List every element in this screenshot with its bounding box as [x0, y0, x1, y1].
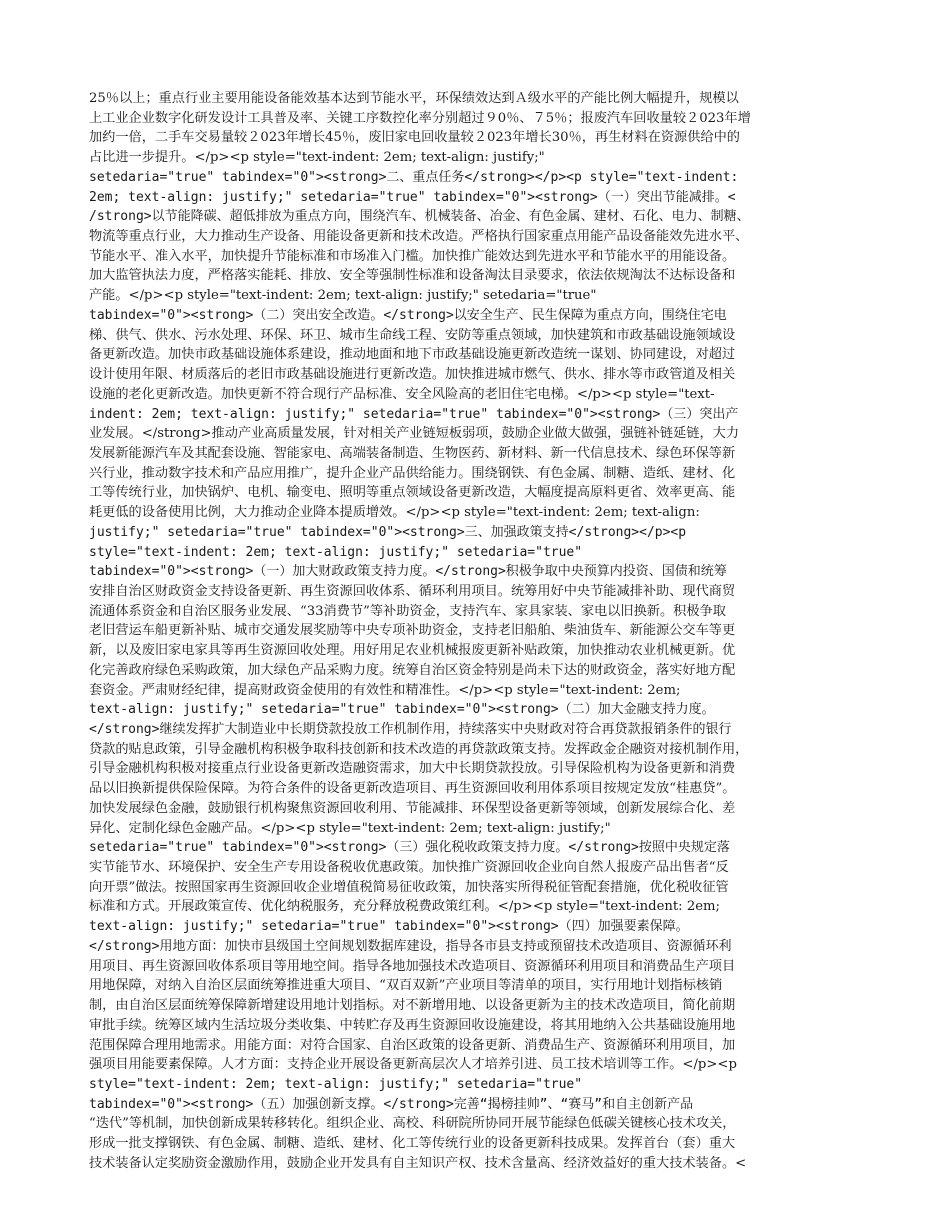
text-line: 加大监管执法力度，严格落实能耗、排放、安全等强制性标准和设备淘汰目录要求，依法依规淘汰不达标设备和 [89, 268, 736, 284]
text-line: 制，由自治区层面统筹保障新增建设用地计划指标。对不新增用地、以设备更新为主的技术改造项目，简化前期 [89, 998, 736, 1014]
text-line: 安排自治区财政资金支持设备更新、再生资源回收体系、循环利用项目。统筹用好中央节能减排补助、现代商贸 [89, 583, 736, 599]
text-line: 标准和方式。开展政策宣传、优化纳税服务，充分释放税费政策红利。</p><p style="text-indent: 2em; [89, 899, 720, 915]
text-line: 产能。</p><p style="text-indent: 2em; text-align: justify;" setedaria="true" [89, 288, 597, 304]
text-line: style="text-indent: 2em; text-align: justify;" setedaria="true" [89, 1076, 583, 1092]
text-line: 加约一倍，二手车交易量较２023年增长45％，废旧家电回收量较２023年增长30％，再生材料在资源供给中的 [89, 130, 740, 146]
text-line: 25％以上；重点行业主要用能设备能效基本达到节能水平，环保绩效达到Ａ级水平的产能比例大幅提升，规模以 [89, 91, 739, 106]
text-line: 实节能节水、环境保护、安全生产专用设备税收优惠政策。加快推广资源回收企业向自然人报废产品出售者“反 [89, 860, 729, 876]
text-line: 梯、供气、供水、污水处理、环保、环卫、城市生命线工程、安防等重点领域，加快建筑和市政基础设施领域设 [89, 327, 736, 343]
text-line: tabindex="0"><strong>（二）突出安全改造。</strong>以安全生产、民生保障为重点方向，围绕住宅电 [89, 307, 727, 323]
text-line: 范围保障合理用地需求。用能方面：对符合国家、自治区政策的设备更新、消费品生产、资源循环利用项目，加 [89, 1037, 736, 1053]
text-line: 强项目用能要素保障。人才方面：支持企业开展设备更新高层次人才培养引进、员工技术培训等工作。</p><p [89, 1057, 737, 1073]
text-line: 化完善政府绿色采购政策，加大绿色产品采购力度。统筹自治区资金特别是尚未下达的财政资金，落实好地方配 [89, 662, 736, 678]
text-line: setedaria="true" tabindex="0"><strong>二、重点任务</strong></p><p style="text-indent: [89, 169, 739, 185]
text-line: justify;" setedaria="true" tabindex="0"><strong>三、加强政策支持</strong></p><p [89, 524, 687, 540]
text-line: </strong>用地方面：加快市县级国土空间规划数据库建设，指导各市县支持或预留技术改造项目、资源循环利 [89, 938, 732, 954]
text-line: 节能水平、准入水平，加快提升节能标准和市场准入门槛。加快推广能效达到先进水平和节能水平的用能设备。 [89, 248, 736, 264]
text-line: 加快发展绿色金融，鼓励银行机构聚焦资源回收利用、节能减排、环保型设备更新等领域，创新发展综合化、差 [89, 800, 736, 816]
text-line: 套资金。严肃财经纪律，提高财政资金使用的有效性和精准性。</p><p style="text-indent: 2em; [89, 682, 681, 698]
text-line: 异化、定制化绿色金融产品。</p><p style="text-indent: 2em; text-align: justify;" [89, 820, 611, 836]
text-line: 工等传统行业，加快锅炉、电机、输变电、照明等重点领域设备更新改造，大幅度提高原料更省、效率更高、能 [89, 485, 736, 501]
text-line: 引导金融机构积极对接重点行业设备更新改造融资需求，加大中长期贷款投放。引导保险机构为设备更新和消费 [89, 761, 736, 777]
text-line: tabindex="0"><strong>（五）加强创新支撑。</strong>完善“揭榜挂帅”、“赛马”和自主创新产品 [89, 1096, 694, 1112]
text-line: 流通体系资金和自治区服务业发展、“33消费节”等补助资金，支持汽车、家具家装、家电以旧换新。积极争取 [89, 603, 726, 619]
text-line: 老旧营运车船更新补贴、城市交通发展奖励等中央专项补助资金，支持老旧船舶、柴油货车、新能源公交车等更 [89, 623, 736, 639]
text-line: 物流等重点行业，大力推动生产设备、用能设备更新和技术改造。严格执行国家重点用能产品设备能效先进水平、 [89, 229, 749, 245]
text-line: 用项目、再生资源回收体系项目等用地空间。指导各地加强技术改造项目、资源循环利用项目和消费品生产项目 [89, 958, 736, 974]
text-line: 兴行业，推动数字技术和产品应用推广，提升企业产品供给能力。围绕钢铁、有色金属、制糖、造纸、建材、化 [89, 465, 736, 481]
text-line: 设计使用年限、材质落后的老旧市政基础设施进行更新改造。加快推进城市燃气、供水、排水等市政管道及相关 [89, 367, 736, 383]
text-line: 占比进一步提升。</p><p style="text-indent: 2em; text-align: justify;" [89, 150, 545, 166]
text-line: 耗更低的设备使用比例，大力推动企业降本提质增效。</p><p style="text-indent: 2em; text-align: [89, 505, 700, 521]
text-line: 业发展。</strong>推动产业高质量发展，针对相关产业链短板弱项，鼓励企业做大做强，强链补链延链，大力 [89, 426, 740, 442]
text-line: setedaria="true" tabindex="0"><strong>（三）强化税收政策支持力度。</strong>按照中央规定落 [89, 840, 730, 856]
text-line: text-align: justify;" setedaria="true" tabindex="0"><strong>（四）加强要素保障。 [89, 919, 689, 935]
text-line: tabindex="0"><strong>（一）加大财政政策支持力度。</strong>积极争取中央预算内投资、国债和统筹 [89, 564, 727, 580]
text-line: “迭代”等机制，加快创新成果转移转化。组织企业、高校、科研院所协同开展节能绿色低碳关键核心技术攻关， [89, 1116, 736, 1132]
text-line: 品以旧换新提供保险保障。为符合条件的设备更新改造项目、再生资源回收利用体系项目按规定发放“桂惠贷”。 [89, 781, 736, 797]
text-line: 形成一批支撑钢铁、有色金属、制糖、造纸、建材、化工等传统行业的设备更新科技成果。发挥首台（套）重大 [89, 1136, 736, 1152]
text-line: 上工业企业数字化研发设计工具普及率、关键工序数控化率分别超过９0％、７5％；报废汽车回收量较２023年增 [89, 110, 751, 126]
text-line: 2em; text-align: justify;" setedaria="true" tabindex="0"><strong>（一）突出节能减排。< [89, 189, 736, 205]
text-line: 用地保障，对纳入自治区层面统筹推进重大项目、“双百双新”产业项目等清单的项目，实行用地计划指标核销 [89, 978, 723, 994]
text-line: style="text-indent: 2em; text-align: justify;" setedaria="true" [89, 544, 583, 560]
text-line: 备更新改造。加快市政基础设施体系建设，推动地面和地下市政基础设施更新改造统一谋划、协同建设，对超过 [89, 347, 736, 363]
text-line: 新，以及废旧家电家具等再生资源回收处理。用好用足农业机械报废更新补贴政策，加快推动农业机械更新。优 [89, 643, 736, 659]
text-line: 设施的老化更新改造。加快更新不符合现行产品标准、安全风险高的老旧住宅电梯。</p><p style="text- [89, 386, 715, 402]
text-line: </strong>继续发挥扩大制造业中长期贷款投放工作机制作用，持续落实中央财政对符合再贷款报销条件的银行 [89, 722, 732, 737]
text-line: text-align: justify;" setedaria="true" tabindex="0"><strong>（二）加大金融支持力度。 [89, 702, 715, 718]
text-line: 向开票”做法。按照国家再生资源回收企业增值税简易征收政策，加快落实所得税征管配套措施，优化税收征管 [89, 879, 729, 895]
text-line: 发展新能源汽车及其配套设施、智能家电、高端装备制造、生物医药、新材料、新一代信息技术、绿色环保等新 [89, 445, 736, 461]
text-line: /strong>以节能降碳、超低排放为重点方向，围绕汽车、机械装备、冶金、有色金属、建材、石化、电力、制糖、 [89, 209, 750, 225]
text-line: indent: 2em; text-align: justify;" setedaria="true" tabindex="0"><strong>（三）突出产 [89, 406, 739, 422]
document-body [89, 89, 861, 1174]
text-line: 审批手续。统筹区域内生活垃圾分类收集、中转贮存及再生资源回收设施建设，将其用地纳入公共基础设施用地 [89, 1017, 736, 1033]
text-line: 贷款的贴息政策，引导金融机构积极争取科技创新和技术改造的再贷款政策支持。发挥政金企融资对接机制作用， [89, 741, 749, 757]
text-line: 技术装备认定奖励资金激励作用，鼓励企业开发具有自主知识产权、技术含量高、经济效益好的重大技术装备。< [89, 1155, 747, 1171]
